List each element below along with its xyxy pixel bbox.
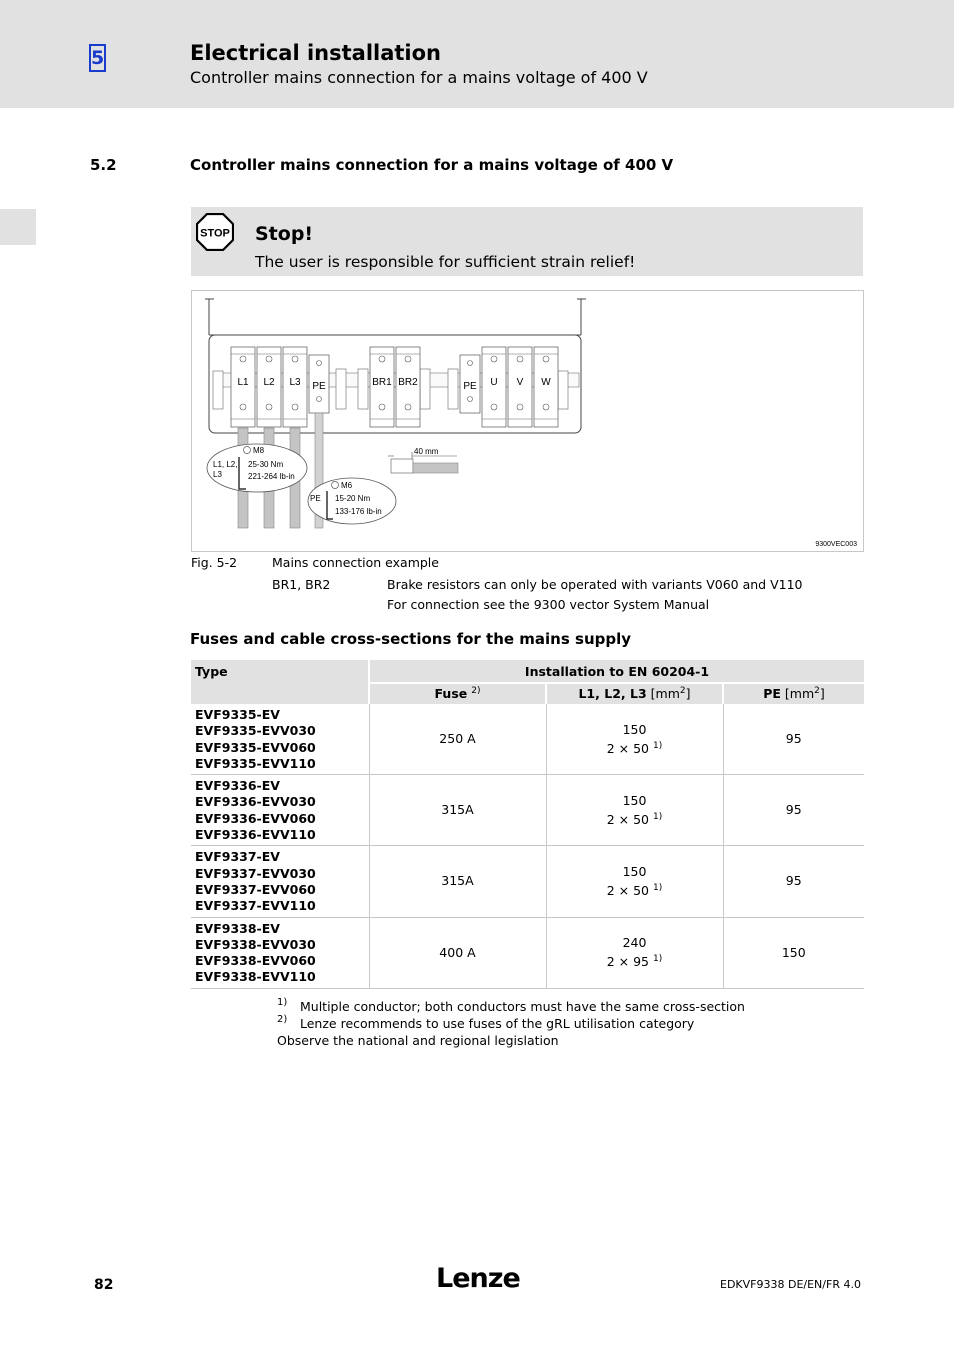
footnote-mark-1: 1)	[277, 997, 288, 1008]
col-header-fuse: Fuse $^{2)}$	[369, 683, 546, 704]
svg-text:L3: L3	[289, 377, 301, 388]
svg-text:L1: L1	[237, 377, 249, 388]
l123-cell: 150 2 × 50 $^{1)}$	[546, 775, 723, 846]
svg-text:PE: PE	[463, 381, 477, 392]
terminal-w	[534, 347, 558, 427]
figure-note-label: BR1, BR2	[272, 577, 331, 592]
footnote-text-2: Lenze recommends to use fuses of the gRL utilisation category	[300, 1016, 695, 1031]
terminal-br2	[396, 347, 420, 427]
l123-cell: 150 2 × 50 $^{1)}$	[546, 704, 723, 775]
svg-text:25-30 Nm: 25-30 Nm	[248, 460, 284, 469]
terminal-pe-2	[460, 355, 480, 413]
svg-text:L3: L3	[213, 470, 222, 479]
svg-text:PE: PE	[310, 494, 321, 503]
figure-note-line2: For connection see the 9300 vector System Manual	[387, 597, 710, 612]
svg-text:M8: M8	[253, 446, 265, 455]
section-title: Controller mains connection for a mains voltage of 400 V	[190, 156, 674, 174]
col-header-l123: L1, L2, L3 $[mm^2]$	[546, 683, 723, 704]
svg-text:PE: PE	[312, 381, 326, 392]
mains-connection-figure	[191, 290, 864, 552]
col-header-pe: PE $[mm^2]$	[723, 683, 864, 704]
figure-caption-text: Mains connection example	[272, 555, 439, 570]
fuse-cell: 315A	[369, 846, 546, 917]
svg-text:133-176 lb-in: 133-176 lb-in	[335, 507, 382, 516]
terminal-l1	[231, 347, 255, 427]
document-id: EDKVF9338 DE/EN/FR 4.0	[720, 1278, 861, 1291]
pe-cell: 95	[723, 704, 864, 775]
terminal-pe-1	[309, 355, 329, 413]
footnote-mark-2: 2)	[277, 1014, 288, 1025]
svg-text:15-20 Nm: 15-20 Nm	[335, 494, 371, 503]
observe-note: Observe the national and regional legislation	[277, 1033, 559, 1048]
chapter-title: Electrical installation	[190, 41, 441, 65]
svg-text:U: U	[490, 377, 498, 388]
page-number: 82	[94, 1277, 114, 1293]
svg-text:BR1: BR1	[372, 377, 392, 388]
fuse-cell: 315A	[369, 775, 546, 846]
l123-cell: 150 2 × 50 $^{1)}$	[546, 846, 723, 917]
chapter-header	[0, 0, 954, 108]
type-cell: EVF9336-EV EVF9336-EVV030 EVF9336-EVV060 EVF9336-EVV110	[191, 775, 369, 846]
svg-text:W: W	[541, 377, 551, 388]
col-header-installation: Installation to EN 60204-1	[369, 660, 864, 683]
col-header-type: Type	[191, 660, 369, 704]
stop-title: Stop!	[255, 223, 314, 245]
svg-text:221-264 lb-in: 221-264 lb-in	[248, 472, 295, 481]
type-cell: EVF9335-EV EVF9335-EVV030 EVF9335-EVV060 EVF9335-EVV110	[191, 704, 369, 775]
chapter-number-box[interactable]: 5	[89, 44, 106, 72]
terminal-l3	[283, 347, 307, 427]
figure-note-line1: Brake resistors can only be operated with variants V060 and V110	[387, 577, 803, 592]
section-number: 5.2	[90, 156, 117, 174]
svg-text:M6: M6	[341, 481, 353, 490]
terminal-l2	[257, 347, 281, 427]
fuse-cell: 250 A	[369, 704, 546, 775]
terminal-v	[508, 347, 532, 427]
terminal-br1	[370, 347, 394, 427]
fuse-cell: 400 A	[369, 917, 546, 988]
svg-text:L2: L2	[263, 377, 275, 388]
svg-text:9300VEC003: 9300VEC003	[815, 541, 857, 548]
svg-text:BR2: BR2	[398, 377, 418, 388]
stop-sign-icon	[196, 213, 234, 255]
svg-text:STOP: STOP	[200, 227, 230, 240]
svg-text:V: V	[516, 377, 524, 388]
fuses-table	[191, 660, 864, 989]
pe-cell: 95	[723, 775, 864, 846]
footnote-text-1: Multiple conductor; both conductors must have the same cross-section	[300, 999, 745, 1014]
fuses-section-title: Fuses and cable cross-sections for the mains supply	[190, 630, 632, 648]
pe-cell: 95	[723, 846, 864, 917]
chapter-subtitle: Controller mains connection for a mains voltage of 400 V	[190, 68, 648, 87]
terminal-u	[482, 347, 506, 427]
type-cell: EVF9337-EV EVF9337-EVV030 EVF9337-EVV060 EVF9337-EVV110	[191, 846, 369, 917]
svg-text:40 mm: 40 mm	[414, 447, 439, 456]
table-row	[191, 775, 864, 846]
svg-text:L1, L2,: L1, L2,	[213, 460, 238, 469]
figure-caption-label: Fig. 5-2	[191, 555, 238, 570]
table-row	[191, 846, 864, 917]
side-thumb-tab	[0, 209, 36, 245]
stop-text: The user is responsible for sufficient strain relief!	[255, 253, 636, 271]
pe-cell: 150	[723, 917, 864, 988]
l123-cell: 240 2 × 95 $^{1)}$	[546, 917, 723, 988]
type-cell: EVF9338-EV EVF9338-EVV030 EVF9338-EVV060 EVF9338-EVV110	[191, 917, 369, 988]
table-row	[191, 704, 864, 775]
lenze-logo: Lenze	[436, 1263, 520, 1294]
table-row	[191, 917, 864, 988]
